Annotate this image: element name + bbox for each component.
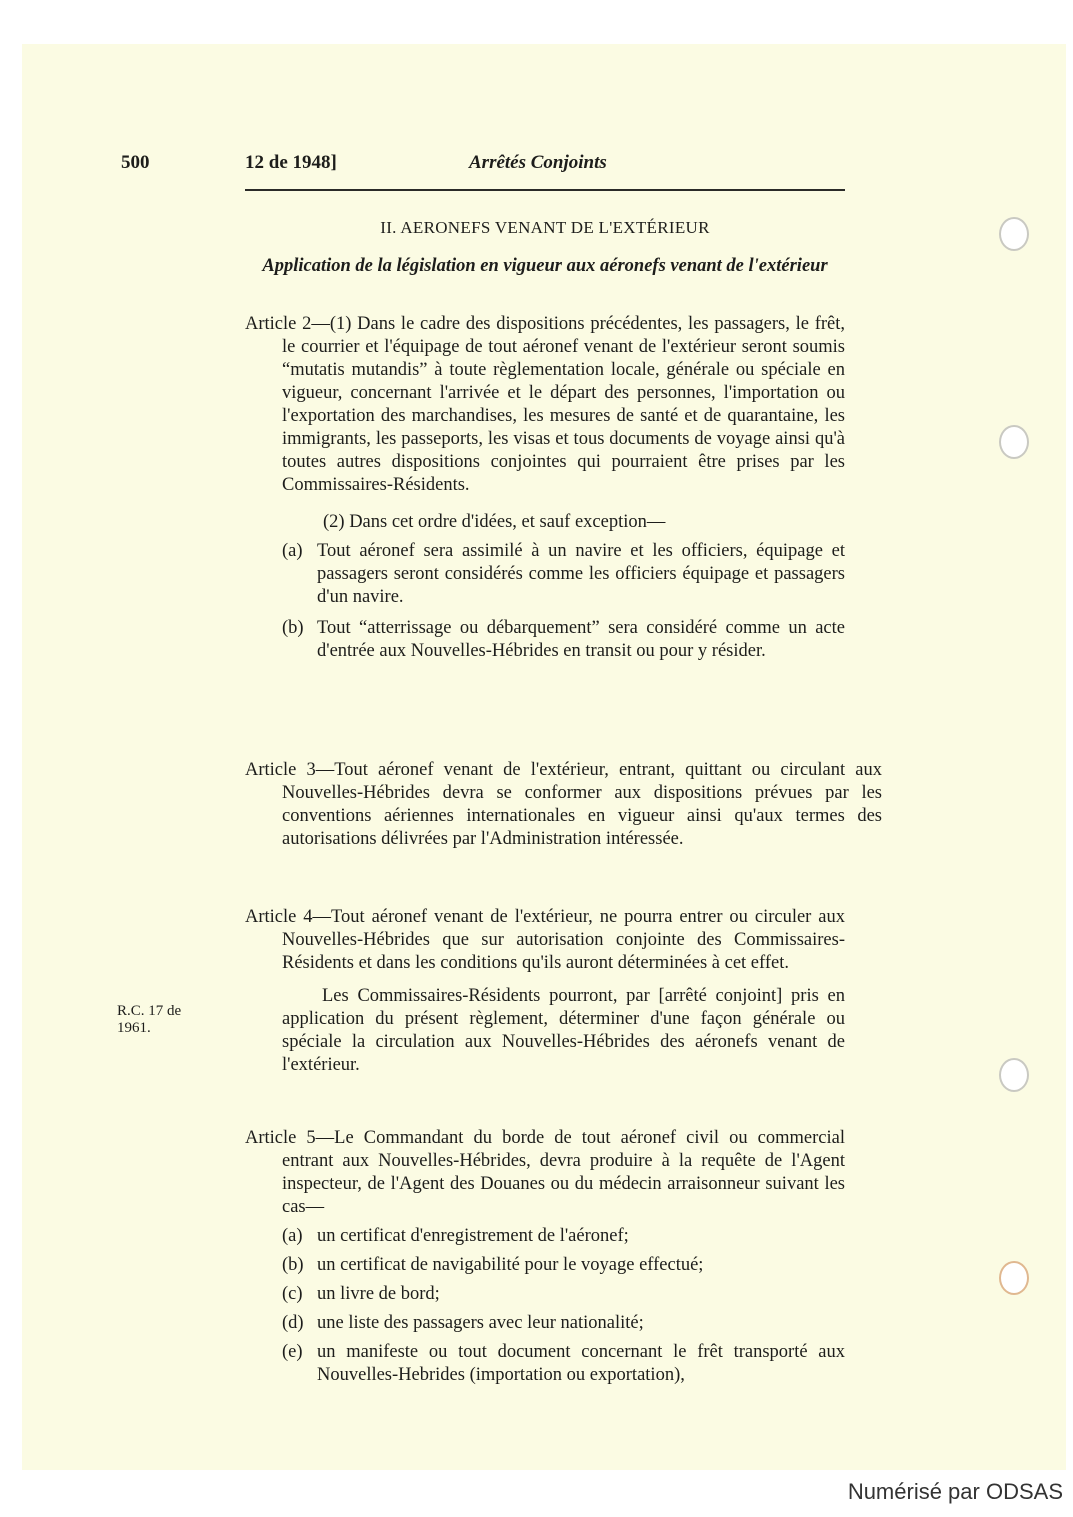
list-item-text: un manifeste ou tout document concernant le frêt transporté aux Nouvelles-Hebrides (importation ou exportation), xyxy=(317,1342,845,1385)
header-title: Arrêtés Conjoints xyxy=(469,152,607,173)
header-rule xyxy=(245,189,845,191)
list-item-label: (e) xyxy=(282,1342,303,1362)
article-5-items xyxy=(245,1225,845,1387)
article-4-para-1: Article 4—Tout aéronef venant de l'extérieur, ne pourra entrer ou circuler aux Nouvelles-Hébrides que sur autorisation conjointe des Commissaires-Résidents et dans les conditions qu'ils auront déterminées à cet effet. xyxy=(245,907,845,973)
list-item xyxy=(282,1283,845,1306)
list-item-text: Tout aéronef sera assimilé à un navire et les officiers, équipage et passagers seront considérés comme les officiers équipage et passagers d'un navire. xyxy=(317,541,845,607)
punch-hole-4 xyxy=(999,1261,1029,1295)
list-item-label: (a) xyxy=(282,541,303,561)
article-2-para-2: (2) Dans cet ordre d'idées, et sauf exception— xyxy=(323,512,666,532)
list-item xyxy=(282,1312,845,1335)
page-number: 500 xyxy=(121,152,150,173)
list-item-text: une liste des passagers avec leur nationalité; xyxy=(317,1313,644,1333)
article-5 xyxy=(245,1127,845,1387)
article-2-para-1: Article 2—(1) Dans le cadre des dispositions précédentes, les passagers, le frêt, le courrier et l'équipage de tout aéronef venant de l'extérieur seront soumis “mutatis mutandis” à toute règlementation locale, générale ou spéciale en vigueur, concernant l'arrivée et le départ des personnes, l'importation ou l'exportation des marchandises, les mesures de santé et de quarantaine, les immigrants, les passeports, les visas et tous documents de voyage ainsi qu'à toutes autres dispositions conjointes qui pourraient être prises par les Commissaires-Résidents. xyxy=(245,314,845,495)
punch-hole-3 xyxy=(999,1058,1029,1092)
article-5-para-1: Article 5—Le Commandant du borde de tout aéronef civil ou commercial entrant aux Nouvelles-Hébrides, devra produire à la requête de l'Agent inspecteur, de l'Agent des Douanes ou du médecin arraisonneur suivant les cas— xyxy=(245,1128,845,1217)
margin-note: R.C. 17 de 1961. xyxy=(117,1003,182,1036)
section-subheading: Application de la législation en vigueur aux aéronefs venant de l'extérieur xyxy=(262,256,828,276)
list-item xyxy=(282,1341,845,1387)
article-4 xyxy=(245,906,845,1077)
list-item-label: (b) xyxy=(282,1255,304,1275)
digitization-watermark: Numérisé par ODSAS xyxy=(847,1479,1063,1504)
header-year: 12 de 1948] xyxy=(245,152,337,173)
article-3: Article 3—Tout aéronef venant de l'extérieur, entrant, quittant ou circulant aux Nouvelles-Hébrides devra se conformer aux dispositions prévues par les conventions aériennes internationales en vigueur ainsi qu'aux termes des autorisations délivrées par l'Administration intéressée. xyxy=(245,760,882,849)
punch-hole-2 xyxy=(999,425,1029,459)
list-item-label: (c) xyxy=(282,1284,303,1304)
list-item-text: un certificat d'enregistrement de l'aéronef; xyxy=(317,1226,629,1246)
punch-hole-1 xyxy=(999,217,1029,251)
list-item xyxy=(282,540,845,609)
list-item-text: Tout “atterrissage ou débarquement” sera considéré comme un acte d'entrée aux Nouvelles-Hébrides en transit ou pour y résider. xyxy=(317,618,845,661)
list-item xyxy=(282,1225,845,1248)
article-2 xyxy=(245,313,845,663)
list-item-label: (d) xyxy=(282,1313,304,1333)
section-heading: II. AERONEFS VENANT DE L'EXTÉRIEUR xyxy=(380,218,710,237)
list-item-label: (a) xyxy=(282,1226,303,1246)
list-item xyxy=(282,1254,845,1277)
list-item-label: (b) xyxy=(282,618,304,638)
article-4-para-2: Les Commissaires-Résidents pourront, par [arrêté conjoint] pris en application du présent règlement, déterminer d'une façon générale ou spéciale la circulation aux Nouvelles-Hébrides des aéronefs venant de l'extérieur. xyxy=(282,986,845,1075)
article-2-items xyxy=(245,540,845,663)
list-item xyxy=(282,617,845,663)
list-item-text: un livre de bord; xyxy=(317,1284,440,1304)
list-item-text: un certificat de navigabilité pour le voyage effectué; xyxy=(317,1255,704,1275)
